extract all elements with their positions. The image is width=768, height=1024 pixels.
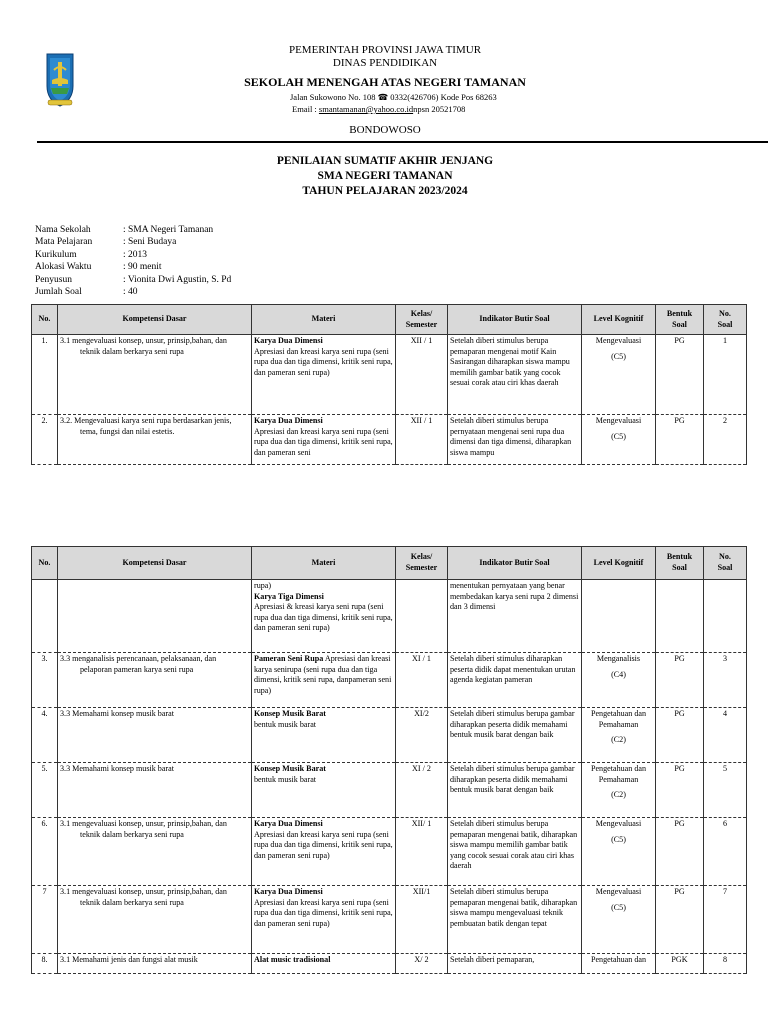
materi-title: Konsep Musik Barat: [254, 764, 326, 773]
info-value: : 2013: [123, 249, 148, 260]
col-materi: Materi: [252, 305, 396, 335]
doc-school: SMA NEGERI TAMANAN: [317, 170, 453, 182]
materi-body: bentuk musik barat: [254, 719, 317, 729]
cell-kd: 3.2. Mengevaluasi karya seni rupa berdasarkan jenis, tema, fungsi dan nilai estetis.: [58, 415, 252, 465]
cell-no: 5.: [32, 763, 58, 818]
cell-indikator: Setelah diberi stimulus berupa pemaparan mengenai batik, diharapkan siswa mampu memilih gambar batik yang cocok sesuai corak atau ciri khas daerah: [448, 818, 582, 886]
materi-title: Alat music tradisional: [254, 955, 331, 964]
kisi-table-2: [31, 546, 747, 974]
cell-kelas: XI / 2: [396, 763, 448, 818]
cell-nosoal: 7: [704, 886, 747, 954]
table-row: [32, 763, 747, 818]
kisi-table-1: [31, 304, 747, 465]
info-key: Kurikulum: [35, 249, 77, 260]
cell-indikator: Setelah diberi stimulus berupa pemaparan mengenai motif Kain Sasirangan diharapkan siswa mampu memilih gambar batik yang cocok sesuai corak atau ciri khas daerah: [448, 335, 582, 415]
header-agency: DINAS PENDIDIKAN: [332, 57, 438, 69]
email-label: Email :: [292, 104, 319, 114]
cell-indikator: menentukan pernyataan yang benar membedakan karya seni rupa 2 dimensi dan 3 dimensi: [448, 580, 582, 653]
cell-kd: 3.1 Memahami jenis dan fungsi alat musik: [58, 954, 252, 974]
cell-kelas: XI/2: [396, 708, 448, 763]
info-value: : SMA Negeri Tamanan: [123, 225, 214, 235]
cell-no: 3.: [32, 653, 58, 708]
info-value: : 40: [123, 287, 138, 298]
cell-bentuk: PG: [656, 415, 704, 465]
cell-bentuk: PG: [656, 818, 704, 886]
info-block: [35, 224, 231, 298]
cell-indikator: Setelah diberi stimulus berupa gambar diharapkan peserta didik memahami bentuk musik barat dengan baik: [448, 708, 582, 763]
materi-title: Karya Dua Dimensi: [254, 819, 323, 828]
col-nosoal: No. Soal: [704, 547, 747, 580]
col-no: No.: [32, 547, 58, 580]
cell-kd: 3.1 mengevaluasi konsep, unsur, prinsip,bahan, dan teknik dalam berkarya seni rupa: [58, 818, 252, 886]
cell-kd: 3.3 menganalisis perencanaan, pelaksanaan, dan pelaporan pameran karya seni rupa: [58, 653, 252, 708]
cell-no: 7: [32, 886, 58, 954]
cell-nosoal: 4: [704, 708, 747, 763]
col-bentuk: Bentuk Soal: [656, 547, 704, 580]
cell-kelas: [396, 580, 448, 653]
materi-title: Pameran Seni Rupa: [254, 654, 324, 663]
table-row: [32, 335, 747, 415]
info-key: Nama Sekolah: [35, 225, 91, 235]
cell-kd: 3.1 mengevaluasi konsep, unsur, prinsip,bahan, dan teknik dalam berkarya seni rupa: [58, 335, 252, 415]
info-key: Alokasi Waktu: [35, 262, 92, 273]
materi-title: Karya Dua Dimensi: [254, 336, 323, 345]
cell-bentuk: PG: [656, 708, 704, 763]
cell-kelas: X/ 2: [396, 954, 448, 974]
table-row: [32, 415, 747, 465]
cell-bentuk: PG: [656, 653, 704, 708]
materi-body: Apresiasi dan kreasi karya seni rupa (seni rupa dua dan tiga dimensi, kritik seni rupa, dan pameran seni rupa): [254, 346, 393, 377]
materi-body: Apresiasi dan kreasi karya seni rupa (seni rupa dua dan tiga dimensi, kritik seni rupa, dan pameran seni: [254, 426, 393, 457]
col-level: Level Kognitif: [582, 547, 656, 580]
info-row: [35, 261, 231, 273]
cell-indikator: Setelah diberi stimulus berupa pemaparan mengenai batik, diharapkan siswa mampu mengevaluasi teknik pembuatan batik dengan tepat: [448, 886, 582, 954]
table-row: [32, 708, 747, 763]
col-indikator: Indikator Butir Soal: [448, 547, 582, 580]
col-no: No.: [32, 305, 58, 335]
cell-nosoal: 2: [704, 415, 747, 465]
info-key: Penyusun: [35, 274, 72, 285]
materi-body: bentuk musik barat: [254, 774, 317, 784]
materi-pre: rupa): [254, 581, 272, 590]
cell-materi: [252, 580, 396, 653]
materi-body: Apresiasi dan kreasi karya seni rupa (seni rupa dua dan tiga dimensi, kritik seni rupa, dan pameran seni rupa): [254, 897, 393, 928]
col-bentuk: Bentuk Soal: [656, 305, 704, 335]
table-row: [32, 653, 747, 708]
col-level: Level Kognitif: [582, 305, 656, 335]
table-row: [32, 818, 747, 886]
info-row: [35, 224, 231, 236]
cell-bentuk: PG: [656, 335, 704, 415]
cell-materi: [252, 886, 396, 954]
cell-kelas: XII / 1: [396, 335, 448, 415]
cell-materi: [252, 818, 396, 886]
info-value: : Vionita Dwi Agustin, S. Pd: [123, 274, 232, 285]
info-row: [35, 249, 231, 261]
table-row: [32, 954, 747, 974]
cell-no: 4.: [32, 708, 58, 763]
cell-no: [32, 580, 58, 653]
cell-bentuk: PGK: [656, 954, 704, 974]
table-row: [32, 580, 747, 653]
cell-bentuk: PG: [656, 763, 704, 818]
cell-indikator: Setelah diberi pemaparan,: [448, 954, 582, 974]
materi-title: Karya Dua Dimensi: [254, 416, 323, 425]
cell-nosoal: 1: [704, 335, 747, 415]
cell-kd: 3.1 mengevaluasi konsep, unsur, prinsip,bahan, dan teknik dalam berkarya seni rupa: [58, 886, 252, 954]
cell-level: Mengevaluasi (C5): [582, 415, 656, 465]
cell-kd: 3.3 Memahami konsep musik barat: [58, 708, 252, 763]
cell-kelas: XII/ 1: [396, 818, 448, 886]
cell-level: [582, 580, 656, 653]
header-city: BONDOWOSO: [349, 124, 421, 136]
info-key: Jumlah Soal: [35, 287, 82, 298]
col-kd: Kompetensi Dasar: [58, 305, 252, 335]
cell-materi: [252, 415, 396, 465]
cell-indikator: Setelah diberi stimulus diharapkan peserta didik dapat menentukan urutan agenda kegiatan pameran: [448, 653, 582, 708]
col-kelas: Kelas/ Semester: [396, 547, 448, 580]
cell-kelas: XII / 1: [396, 415, 448, 465]
info-value: : Seni Budaya: [123, 237, 177, 248]
cell-nosoal: 6: [704, 818, 747, 886]
cell-level: Mengevaluasi (C5): [582, 818, 656, 886]
cell-nosoal: 3: [704, 653, 747, 708]
cell-materi: [252, 763, 396, 818]
header-school: SEKOLAH MENENGAH ATAS NEGERI TAMANAN: [244, 75, 526, 89]
cell-level: Mengevaluasi (C5): [582, 335, 656, 415]
cell-bentuk: [656, 580, 704, 653]
materi-body: Apresiasi dan kreasi karya senirupa (seni rupa dua dan tiga dimensi, kritik seni rupa, danpameran seni rupa): [254, 654, 392, 695]
cell-nosoal: 5: [704, 763, 747, 818]
col-kelas: Kelas/ Semester: [396, 305, 448, 335]
col-kd: Kompetensi Dasar: [58, 547, 252, 580]
npsn: npsn 20521708: [413, 104, 466, 114]
cell-materi: [252, 954, 396, 974]
materi-body: Apresiasi & kreasi karya seni rupa (seni rupa dua dan tiga dimensi, kritik seni rupa, dan pameran seni rupa): [254, 602, 393, 633]
info-row: [35, 236, 231, 248]
table-row: [32, 886, 747, 954]
info-key: Mata Pelajaran: [35, 237, 93, 248]
header-email-line: [292, 104, 465, 114]
cell-kelas: XII/1: [396, 886, 448, 954]
cell-level: Pengetahuan dan Pemahaman (C2): [582, 708, 656, 763]
info-row: [35, 274, 231, 286]
school-emblem: [44, 50, 76, 108]
materi-title: Karya Dua Dimensi: [254, 887, 323, 896]
cell-materi: [252, 708, 396, 763]
materi-title: Konsep Musik Barat: [254, 709, 326, 718]
cell-nosoal: [704, 580, 747, 653]
cell-kd: 3.3 Memahami konsep musik barat: [58, 763, 252, 818]
info-value: : 90 menit: [123, 262, 162, 273]
doc-year: TAHUN PELAJARAN 2023/2024: [302, 185, 468, 197]
header-rule: [37, 141, 768, 143]
materi-title: Karya Tiga Dimensi: [254, 591, 324, 601]
cell-level: Menganalisis (C4): [582, 653, 656, 708]
header-address: Jalan Sukowono No. 108 ☎ 0332(426706) Kode Pos 68263: [290, 92, 497, 102]
col-indikator: Indikator Butir Soal: [448, 305, 582, 335]
cell-no: 2.: [32, 415, 58, 465]
cell-bentuk: PG: [656, 886, 704, 954]
info-row: [35, 286, 231, 298]
cell-kd: [58, 580, 252, 653]
cell-kelas: XI / 1: [396, 653, 448, 708]
cell-indikator: Setelah diberi stimulus berupa pernyataan mengenai seni rupa dua dimensi dan tiga dimensi, diharapkan siswa mampu: [448, 415, 582, 465]
col-nosoal: No. Soal: [704, 305, 747, 335]
cell-level: Pengetahuan dan Pemahaman (C2): [582, 763, 656, 818]
cell-nosoal: 8: [704, 954, 747, 974]
cell-no: 8.: [32, 954, 58, 974]
cell-level: Mengevaluasi (C5): [582, 886, 656, 954]
cell-indikator: Setelah diberi stimulus berupa gambar diharapkan peserta didik memahami bentuk musik barat dengan baik: [448, 763, 582, 818]
materi-body: Apresiasi dan kreasi karya seni rupa (seni rupa dua dan tiga dimensi, kritik seni rupa, dan pameran seni rupa): [254, 829, 393, 860]
cell-level: Pengetahuan dan: [582, 954, 656, 974]
doc-title: PENILAIAN SUMATIF AKHIR JENJANG: [276, 155, 494, 167]
cell-materi: [252, 335, 396, 415]
header-gov: PEMERINTAH PROVINSI JAWA TIMUR: [288, 44, 482, 56]
cell-materi: [252, 653, 396, 708]
col-materi: Materi: [252, 547, 396, 580]
cell-no: 6.: [32, 818, 58, 886]
cell-no: 1.: [32, 335, 58, 415]
email-link[interactable]: smantamanan@yahoo.co.id: [318, 104, 414, 114]
